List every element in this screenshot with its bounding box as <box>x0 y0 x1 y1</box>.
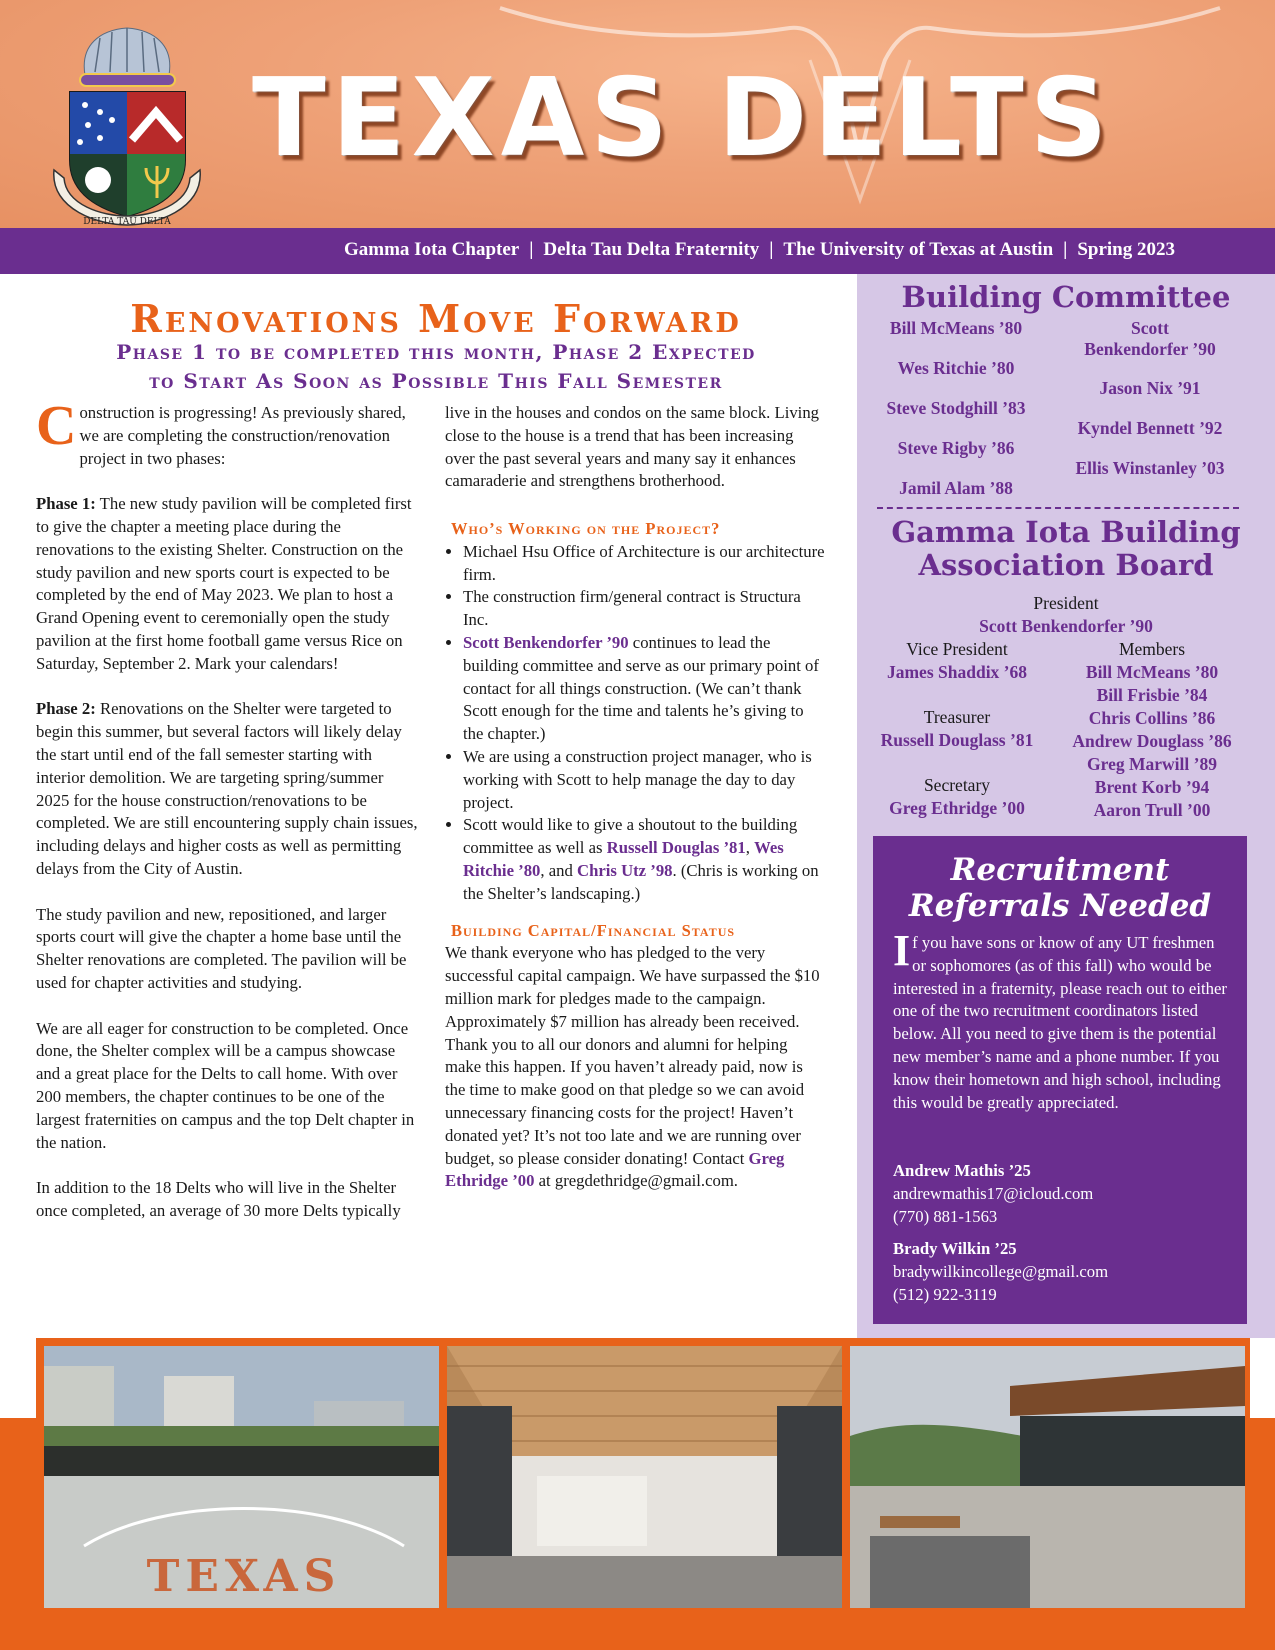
board-member: Russell Douglass ’81 <box>880 730 1034 750</box>
article-column-2 <box>445 402 827 1216</box>
court-text: TEXAS <box>146 1551 342 1602</box>
list-item-text: . (Chris is working on the Shelter’s landscaping.) <box>463 860 819 903</box>
drop-cap: I <box>893 926 911 975</box>
list-item: • We are using a construction project manager, who is working with Scott to help manage the day to day project. <box>463 746 827 814</box>
banner-fraternity: Delta Tau Delta Fraternity <box>543 239 760 260</box>
person-name: Russell Douglas ’81 <box>606 838 746 858</box>
board-officers <box>857 638 1057 820</box>
board-member: James Shaddix ’68 <box>886 662 1028 682</box>
committee-member: Bill McMeans ’80 <box>889 318 1023 338</box>
banner-issue: Spring 2023 <box>1077 239 1175 260</box>
role-label: Treasurer <box>923 707 991 727</box>
contact-email[interactable]: andrewmathis17@icloud.com <box>893 1183 1094 1203</box>
role-label: Secretary <box>923 775 991 795</box>
drop-cap: C <box>36 395 77 457</box>
board-member: Greg Ethridge ’00 <box>889 798 1025 818</box>
capital-email-text: at gregdethridge@gmail.com. <box>534 1171 738 1191</box>
role-label: Members <box>1118 639 1186 659</box>
recruitment-title-line: Recruitment <box>950 852 1170 888</box>
intro-text: onstruction is progressing! As previously shared, we are completing the construction/renovation project in two phases: <box>79 403 406 468</box>
board-member: Andrew Douglass ’86 <box>1072 731 1232 751</box>
phase2-label: Phase 2: <box>36 699 96 719</box>
board-president <box>857 592 1275 638</box>
committee-member: Wes Ritchie ’80 <box>897 358 1015 378</box>
recruitment-contact-1 <box>893 1160 1231 1228</box>
subhead-line: Phase 1 to be completed this month, Phase 2 Expected <box>116 340 756 364</box>
issue-banner <box>0 228 1275 274</box>
pavilion-interior-photo <box>447 1346 842 1608</box>
masthead-header <box>0 0 1275 228</box>
live-paragraph-continued <box>445 402 827 494</box>
board-member: Greg Marwill ’89 <box>1087 754 1217 774</box>
banner-separator: | <box>529 239 534 260</box>
contact-email[interactable]: bradywilkincollege@gmail.com <box>893 1261 1109 1281</box>
sports-court-photo <box>44 1346 439 1608</box>
live-paragraph: In addition to the 18 Delts who will live in the Shelter once completed, an average of 30 more Delts typically <box>36 1178 401 1220</box>
board-title-line: Gamma Iota Building <box>891 515 1241 549</box>
committee-member: Steve Rigby ’86 <box>897 438 1015 458</box>
recruitment-title-line: Referrals Needed <box>908 888 1212 924</box>
building-committee-title: Building Committee <box>901 280 1231 314</box>
banner-separator: | <box>769 239 774 260</box>
board-members <box>1057 638 1247 822</box>
recruitment-text: f you have sons or know of any UT freshmen or sophomores (as of this fall) who would be interested in a fraternity, please reach out to either one of the two recruitment coordinators listed below. All you need to give them is the potential new member’s name and a phone number. If you know their hometown and high school, including this would be greatly appreciated. <box>893 933 1227 1112</box>
banner-university: The University of Texas at Austin <box>783 239 1054 260</box>
phase1-text: The new study pavilion will be completed first to give the chapter a meeting place during the renovations to the existing Shelter. Construction on the study pavilion and new sports court is expected to be completed by the end of May 2023. We plan to host a Grand Opening event to ceremonially open the study pavilion at the first home football game versus Rice on Saturday, September 2. Mark your calendars! <box>36 494 412 673</box>
person-name: Wes Ritchie ’80 <box>463 838 784 880</box>
banner-separator: | <box>1063 239 1068 260</box>
live-paragraph-overflow: live in the houses and condos on the same block. Living close to the house is a trend that has been increasing over the past several years and many say it enhances camaraderie and strengthens brotherhood. <box>445 403 820 491</box>
eager-paragraph: We are all eager for construction to be completed. Once done, the Shelter complex will be a campus showcase and a great place for the Delts to call home. With over 200 members, the chapter continues to be one of the largest fraternities on campus and the top Delt chapter in the nation. <box>36 1018 415 1152</box>
board-member: Chris Collins ’86 <box>1088 708 1216 728</box>
list-item: • The construction firm/general contract is Structura Inc. <box>463 586 827 632</box>
pavilion-exterior-photo <box>850 1346 1245 1608</box>
capital-paragraph <box>445 942 827 1193</box>
crest-ribbon-text: DELTA TAU DELTA <box>83 217 171 227</box>
recruitment-title <box>873 852 1247 924</box>
committee-list-right <box>1055 318 1245 498</box>
board-member: Bill Frisbie ’84 <box>1096 685 1208 705</box>
subhead-line: to Start As Soon as Possible This Fall Semester <box>149 369 723 393</box>
article-column-1 <box>36 395 420 1245</box>
contact-phone: (770) 881-1563 <box>893 1206 998 1226</box>
capital-text: We thank everyone who has pledged to the very successful capital campaign. We have surpassed the $10 million mark for pledges made to the campaign. Approximately $7 million has already been received. Thank you to all our donors and alumni for helping make this happen. If you haven’t already paid, now is the time to make good on that pledge so we can avoid unnecessary financing costs for the project! Haven’t donated yet? It’s not too late and we are running over budget, so please consider donating! Contact <box>445 943 820 1168</box>
pavilion-paragraph: The study pavilion and new, repositioned, and larger sports court will give the chapter a home base until the Shelter renovations are completed. The pavilion will be used for chapter activities and studying. <box>36 904 407 992</box>
list-item-text: , and <box>540 860 578 880</box>
board-member: Brent Korb ’94 <box>1094 777 1210 797</box>
board-title <box>857 516 1275 582</box>
list-item-text: Scott would like to give a shoutout to the building committee as well as <box>463 815 798 858</box>
sidebar-divider <box>877 507 1239 509</box>
board-title-line: Association Board <box>918 548 1214 582</box>
committee-member: Jason Nix ’91 <box>1099 378 1201 398</box>
fraternity-crest <box>40 20 215 228</box>
committee-member <box>1055 318 1245 378</box>
list-item <box>463 814 827 905</box>
committee-member-line: Scott <box>1131 318 1169 338</box>
contact-name: Brady Wilkin ’25 <box>893 1239 1017 1258</box>
masthead-title: TEXAS DELTS <box>252 56 1114 181</box>
phase1-label: Phase 1: <box>36 494 96 514</box>
recruitment-contact-2 <box>893 1238 1231 1306</box>
board-member: Bill McMeans ’80 <box>1085 662 1219 682</box>
phase2-paragraph <box>36 698 420 880</box>
committee-member: Steve Stodghill ’83 <box>886 398 1026 418</box>
person-name: Greg Ethridge ’00 <box>445 1148 785 1191</box>
person-name: Scott Benkendorfer ’90 <box>463 632 629 652</box>
committee-member: Jamil Alam ’88 <box>899 478 1013 498</box>
committee-member: Ellis Winstanley ’03 <box>1075 458 1225 478</box>
person-name: Chris Utz ’98 <box>577 860 673 880</box>
article-subhead <box>36 338 836 396</box>
list-item-text: , <box>745 838 755 858</box>
phase1-paragraph <box>36 493 420 675</box>
list-item: • Michael Hsu Office of Architecture is our architecture firm. <box>463 541 827 587</box>
contact-name: Andrew Mathis ’25 <box>893 1161 1031 1180</box>
committee-member-line: Benkendorfer ’90 <box>1084 339 1216 359</box>
list-item <box>463 632 827 746</box>
recruitment-box <box>873 836 1247 1324</box>
board-member: Scott Benkendorfer ’90 <box>979 616 1153 636</box>
intro-paragraph <box>36 395 420 470</box>
who-list <box>445 541 827 906</box>
recruitment-body <box>893 926 1231 1114</box>
committee-member: Kyndel Bennett ’92 <box>1077 418 1223 438</box>
list-item-text: continues to lead the building committee and serve as our primary point of contact for all things construction. (We can’t thank Scott enough for the time and talents he’s giving to the chapter.) <box>463 632 819 744</box>
role-label: President <box>1033 593 1099 613</box>
flower-icon <box>85 167 111 193</box>
crest-plumes <box>80 28 175 86</box>
capital-heading: Building Capital/Financial Status <box>451 920 736 940</box>
contact-phone: (512) 922-3119 <box>893 1284 997 1304</box>
role-label: Vice President <box>906 639 1008 659</box>
board-member: Aaron Trull ’00 <box>1093 800 1211 820</box>
who-heading: Who’s Working on the Project? <box>451 519 721 538</box>
article-headline: Renovations Move Forward <box>130 296 742 341</box>
phase2-text: Renovations on the Shelter were targeted to begin this summer, but several factors will likely delay the start until end of the fall semester starting with interior demolition. We are targeting spring/summer 2025 for the house construction/renovations to be completed. We are still encountering supply chain issues, including delays and higher costs as well as permitting delays from the City of Austin. <box>36 699 418 878</box>
banner-chapter: Gamma Iota Chapter <box>344 239 520 260</box>
committee-list-left <box>861 318 1051 518</box>
